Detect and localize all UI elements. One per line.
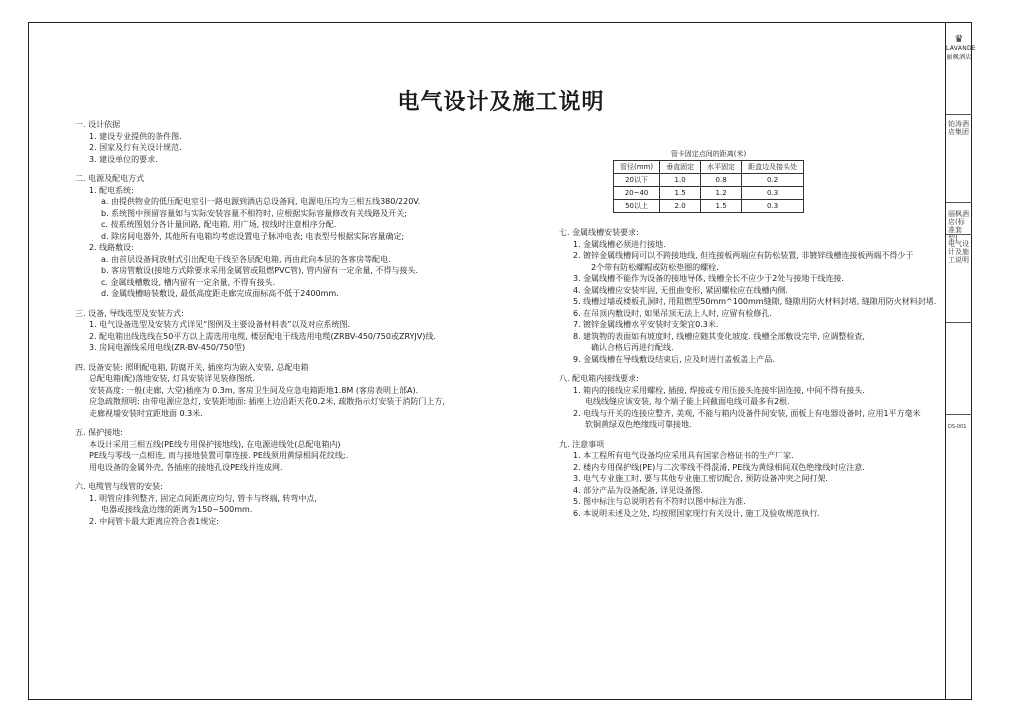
note-line: 9. 金属线槽在导线敷设结束后, 应及时进行盖板盖上产品. [573, 354, 775, 364]
note-line: 确认合格后再进行配线. [591, 343, 674, 352]
note-line: 5. 图中标注与总说明若有不符时以图中标注为准. [573, 497, 746, 506]
section-heading: 一. 设计依据 [75, 120, 121, 129]
note-line: c. 金属线槽敷设, 槽内留有一定余量, 不得有接头. [101, 277, 276, 287]
divider [946, 322, 972, 323]
divider [946, 114, 972, 115]
note-line: 3. 电气专业施工时, 要与其他专业施工密切配合, 预防设备冲突之间打架. [573, 474, 828, 483]
table-cell: 50以上 [614, 200, 660, 213]
project-name: 丽枫酒店(标准套型) [948, 210, 969, 242]
note-line: 走廊视墙安装时宜距地面 0.3米. [89, 408, 203, 418]
note-line: 安装高度: 一般(走廊, 大堂)插座为 0.3m, 客房卫生间及应急电箱距地1.8M (客房表明上部A). [89, 385, 419, 395]
section-heading: 三. 设备, 导线选型及安装方式: [75, 308, 184, 318]
table-header-row [614, 161, 804, 174]
table-cell: 0.3 [742, 200, 804, 213]
note-line: 4. 金属线槽应安装牢固, 无扭曲变形, 紧固螺栓应在线槽内侧. [573, 285, 788, 295]
note-line: d. 金属线槽暗装敷设, 最低高度距走廊完成面标高不低于2400mm. [101, 289, 339, 298]
table-cell: 1.0 [660, 174, 701, 187]
table-row [614, 200, 804, 213]
divider [946, 414, 972, 415]
table-header-cell: 距盒边及接头处 [742, 161, 804, 174]
note-line: 软铜黄绿双色绝缘线可靠接地. [585, 420, 692, 429]
table-row [614, 174, 804, 187]
note-line: 6. 在吊顶内敷设时, 如果吊顶无法上人时, 应留有检修孔. [573, 308, 772, 318]
drawing-name: 电气设计及施工说明 [948, 240, 969, 264]
note-line: 6. 本说明未述及之处, 均按照国家现行有关设计, 施工及验收规范执行. [573, 508, 820, 518]
note-line: c. 按系统图划分各计量回路, 配电箱, 用广场, 按线时注意相序分配. [101, 220, 337, 229]
note-line: 2. 线路敷设: [89, 243, 134, 252]
table-cell: 0.2 [742, 174, 804, 187]
note-line: 3. 房间电源线采用电线(ZR-BV-450/750型) [89, 343, 246, 352]
table-caption: 管卡固定点间的距离(米) [670, 150, 747, 158]
table-header-cell: 水平固定 [701, 161, 742, 174]
right-notes-column [559, 219, 936, 519]
note-line: 1. 配电系统: [89, 185, 134, 195]
note-line: 2. 镀锌金属线槽间可以不跨接地线, 但连接板两端应有防松装置, 非镀锌线槽连接板两端不得少于 [573, 251, 914, 260]
note-line: 7. 镀锌金属线槽水平安装时支架宜0.3米. [573, 320, 719, 329]
note-line: 2. 电线与开关的连接应整齐, 美观, 不能与箱内设备件间安装, 面板上有电器设备时, 应用1平方毫米 [573, 408, 921, 418]
table-cell: 0.8 [701, 174, 742, 187]
table-header-cell: 垂直固定 [660, 161, 701, 174]
note-line: 3. 建设单位的要求. [89, 154, 158, 164]
note-line: d. 除房间电器外, 其他所有电箱均考虑设置电子脉冲电表; 电表型号根据实际容量确定; [101, 231, 405, 241]
divider [946, 202, 972, 203]
section-heading: 二. 电源及配电方式 [75, 174, 145, 183]
note-line: 5. 线槽过墙或楼板孔洞时, 用阻燃型50mm^100mm缝隙, 缝隙用防火材料封堵, 缝隙用防火材料封堵. [573, 297, 937, 306]
logo-text: LAVANDE [946, 45, 977, 52]
conduit-spacing-table [613, 149, 804, 213]
table-cell: 1.5 [701, 200, 742, 213]
note-line: 3. 金属线槽不能作为设备的接地导体, 线槽全长不应少于2处与接地干线连接. [573, 274, 844, 283]
note-line: 8. 建筑物的表面如有坡度时, 线槽应随其变化坡度. 线槽全部敷设完毕, 应调整检查, [573, 331, 865, 341]
note-line: 1. 电气设备选型及安装方式详见“图例及主要设备材料表”以及对应系统图. [89, 320, 351, 329]
note-line: 1. 箱内的接线应采用螺栓, 插接, 焊接或专用压接头连接牢固连接, 中间不得有接头. [573, 385, 865, 395]
note-line: 1. 金属线槽必须进行接地. [573, 239, 666, 249]
section-heading: 八. 配电箱内接线要求: [559, 374, 639, 383]
section-heading: 六. 电缆管与线管的安装: [75, 482, 163, 491]
logo-mark-icon: ♛ [954, 34, 964, 45]
table-header-cell: 管径(mm) [614, 161, 660, 174]
note-line: 电线线缝应该安装, 每个端子能上同截面电线可最多有2根. [585, 397, 790, 406]
note-line: 1. 本工程所有电气设备均应采用具有国家合格证书的生产厂家. [573, 451, 794, 460]
note-line: 2个带有防松螺帽或防松垫圈的螺栓. [591, 262, 719, 272]
divider [946, 234, 972, 235]
table-body [614, 174, 804, 213]
note-line: 2. 楼内专用保护线(PE)与二次零线不得混淆, PE线为黄绿相间双色绝缘线时应注意. [573, 462, 865, 472]
note-line: b. 客房管敷设(接地方式除要求采用金属管或阻燃PVC管), 管内留有一定余量, 不得与接头. [101, 266, 419, 275]
note-line: PE线与零线一点相连, 而与接地装置可靠连接. PE线须用黄绿相间花纹线;. [89, 451, 349, 460]
note-line: 用电设备的金属外壳, 各插座的接地孔设PE线并连成网. [89, 462, 283, 472]
table-row [614, 187, 804, 200]
title-block [945, 22, 977, 700]
table-cell: 2.0 [660, 200, 701, 213]
note-line: 4. 部分产品为设备配备, 详见设备图. [573, 485, 703, 495]
logo [946, 34, 977, 61]
table-cell: 20以下 [614, 174, 660, 187]
note-line: 2. 国家及行有关设计规范. [89, 143, 182, 152]
table-cell: 1.2 [701, 187, 742, 200]
left-notes-column [75, 111, 445, 527]
note-line: 2. 中间管卡最大距离应符合表1规定: [89, 516, 219, 526]
section-heading: 七. 金属线槽安装要求: [559, 228, 639, 237]
note-line: 1. 建设专业提供的条件图. [89, 131, 182, 141]
logo-subtext: 丽枫酒店 [946, 54, 972, 61]
table-cell: 0.3 [742, 187, 804, 200]
note-line: 本设计采用三相五线(PE线专用保护接地线), 在电源进线处(总配电箱内) [89, 439, 341, 449]
section-heading: 四. 设备安装: 照明配电箱, 防腐开关, 插座均为嵌入安装, 总配电箱 [75, 362, 309, 372]
section-heading: 五. 保护接地: [75, 428, 123, 437]
note-line: a. 由首层设备间放射式引出配电干线至各层配电箱, 再由此向本层的各客房等配电. [101, 254, 391, 264]
section-heading: 九. 注意事项 [559, 439, 605, 449]
drawing-frame [28, 22, 972, 700]
note-line: 2. 配电箱出线选线在50平方以上需选用电缆, 楼层配电干线选用电缆(ZRBV-450/750或ZRYJV)线. [89, 331, 436, 341]
table-cell: 20~40 [614, 187, 660, 200]
note-line: 电器或接线盒边缘的距离为150~500mm. [101, 505, 253, 514]
company-name: 铂涛酒店集团 [948, 120, 969, 136]
page-title: 电气设计及施工说明 [397, 90, 605, 115]
note-line: 应急疏散照明: 由带电源应急灯, 安装距地面: 插座上边沿距天花0.2米, 疏散指示灯安装于消防门上方, [89, 397, 445, 406]
note-line: 总配电箱(配)落地安装, 灯具安装详见装修图纸. [89, 374, 255, 383]
note-line: b. 系统图中预留容量如与实际安装容量不相符时, 应根据实际容量修改有关线路及开关; [101, 208, 407, 218]
note-line: a. 由提供物业的低压配电室引一路电源到酒店总设备间, 电源电压均为三相五线380/220V. [101, 197, 421, 206]
note-line: 1. 明管应排列整齐, 固定点间距离应均匀, 管卡与终端, 转弯中点, [89, 493, 317, 503]
table-cell: 1.5 [660, 187, 701, 200]
sheet-number: DS-001 [948, 424, 967, 430]
